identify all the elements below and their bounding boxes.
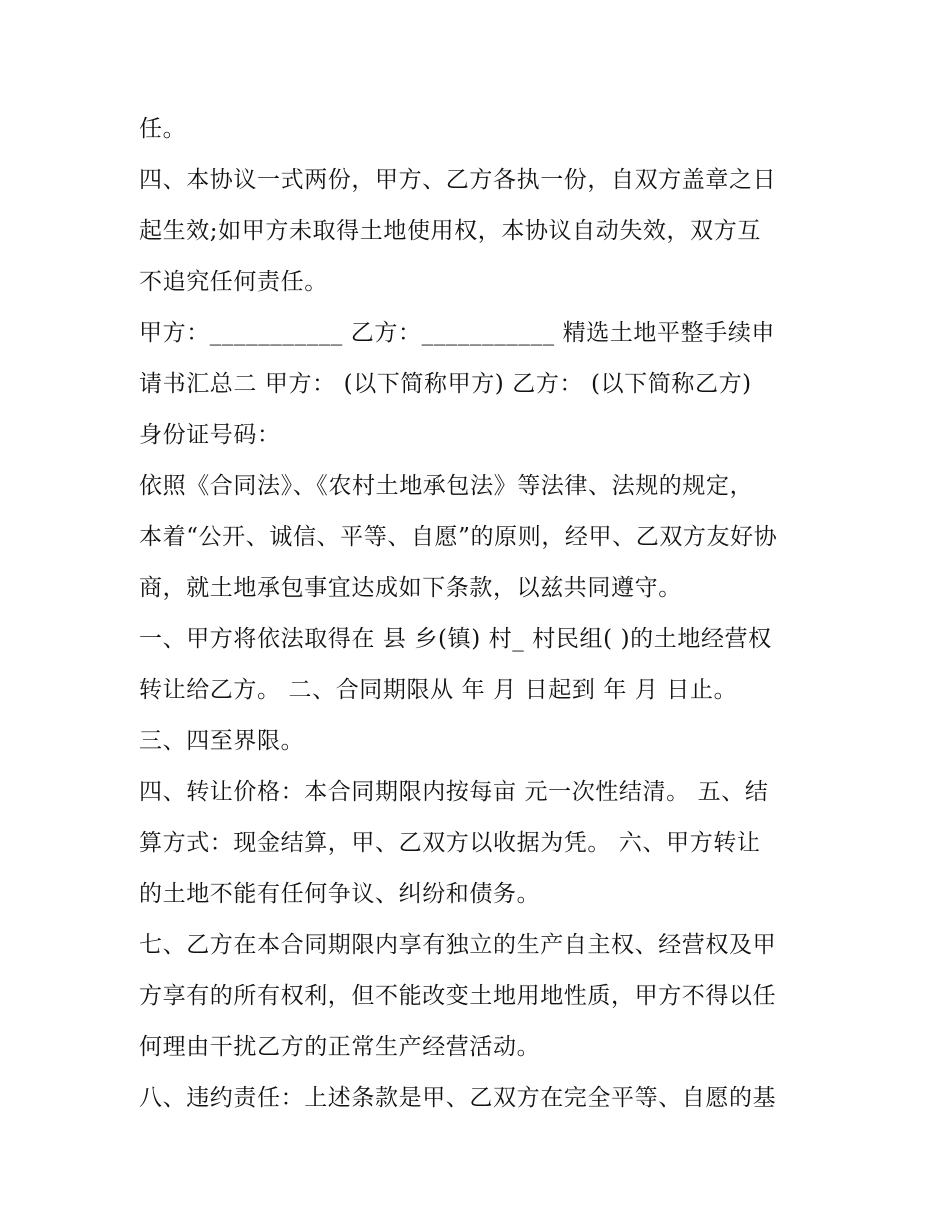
text-line: 四、转让价格：本合同期限内按每亩 元一次性结清。 五、结 [139,779,769,805]
text-line: 何理由干扰乙方的正常生产经营活动。 [139,1034,541,1060]
text-line: 四、本协议一式两份，甲方、乙方各执一份，自双方盖章之日 [139,167,777,193]
text-line: 三、四至界限。 [139,728,305,754]
text-line: 七、乙方在本合同期限内享有独立的生产自主权、经营权及甲 [139,932,777,958]
text-line: 八、违约责任：上述条款是甲、乙双方在完全平等、自愿的基 [139,1085,777,1111]
text-line: 任。 [139,116,187,142]
text-line: 的土地不能有任何争议、纠纷和债务。 [139,881,541,907]
text-line: 转让给乙方。 二、合同期限从 年 月 日起到 年 月 日止。 [139,677,738,703]
text-line: 甲方：___________ 乙方：___________ 精选土地平整手续申 [139,320,776,346]
text-line: 起生效;如甲方未取得土地使用权，本协议自动失效，双方互 [139,218,761,244]
text-line: 方享有的所有权利，但不能改变土地用地性质，甲方不得以任 [139,983,777,1009]
text-line: 本着“公开、诚信、平等、自愿”的原则，经甲、乙双方友好协 [139,524,778,550]
text-line: 不追究任何责任。 [139,269,328,295]
text-line: 依照《合同法》、《农村土地承包法》等法律、法规的规定， [139,473,754,499]
text-line: 商，就土地承包事宜达成如下条款，以兹共同遵守。 [139,575,682,601]
text-line: 身份证号码： [139,422,281,448]
text-line: 请书汇总二 甲方： (以下简称甲方) 乙方： (以下简称乙方) [139,371,752,397]
text-line: 一、甲方将依法取得在 县 乡(镇) 村_ 村民组( )的土地经营权 [139,626,772,652]
text-line: 算方式：现金结算，甲、乙双方以收据为凭。 六、甲方转让 [139,830,761,856]
